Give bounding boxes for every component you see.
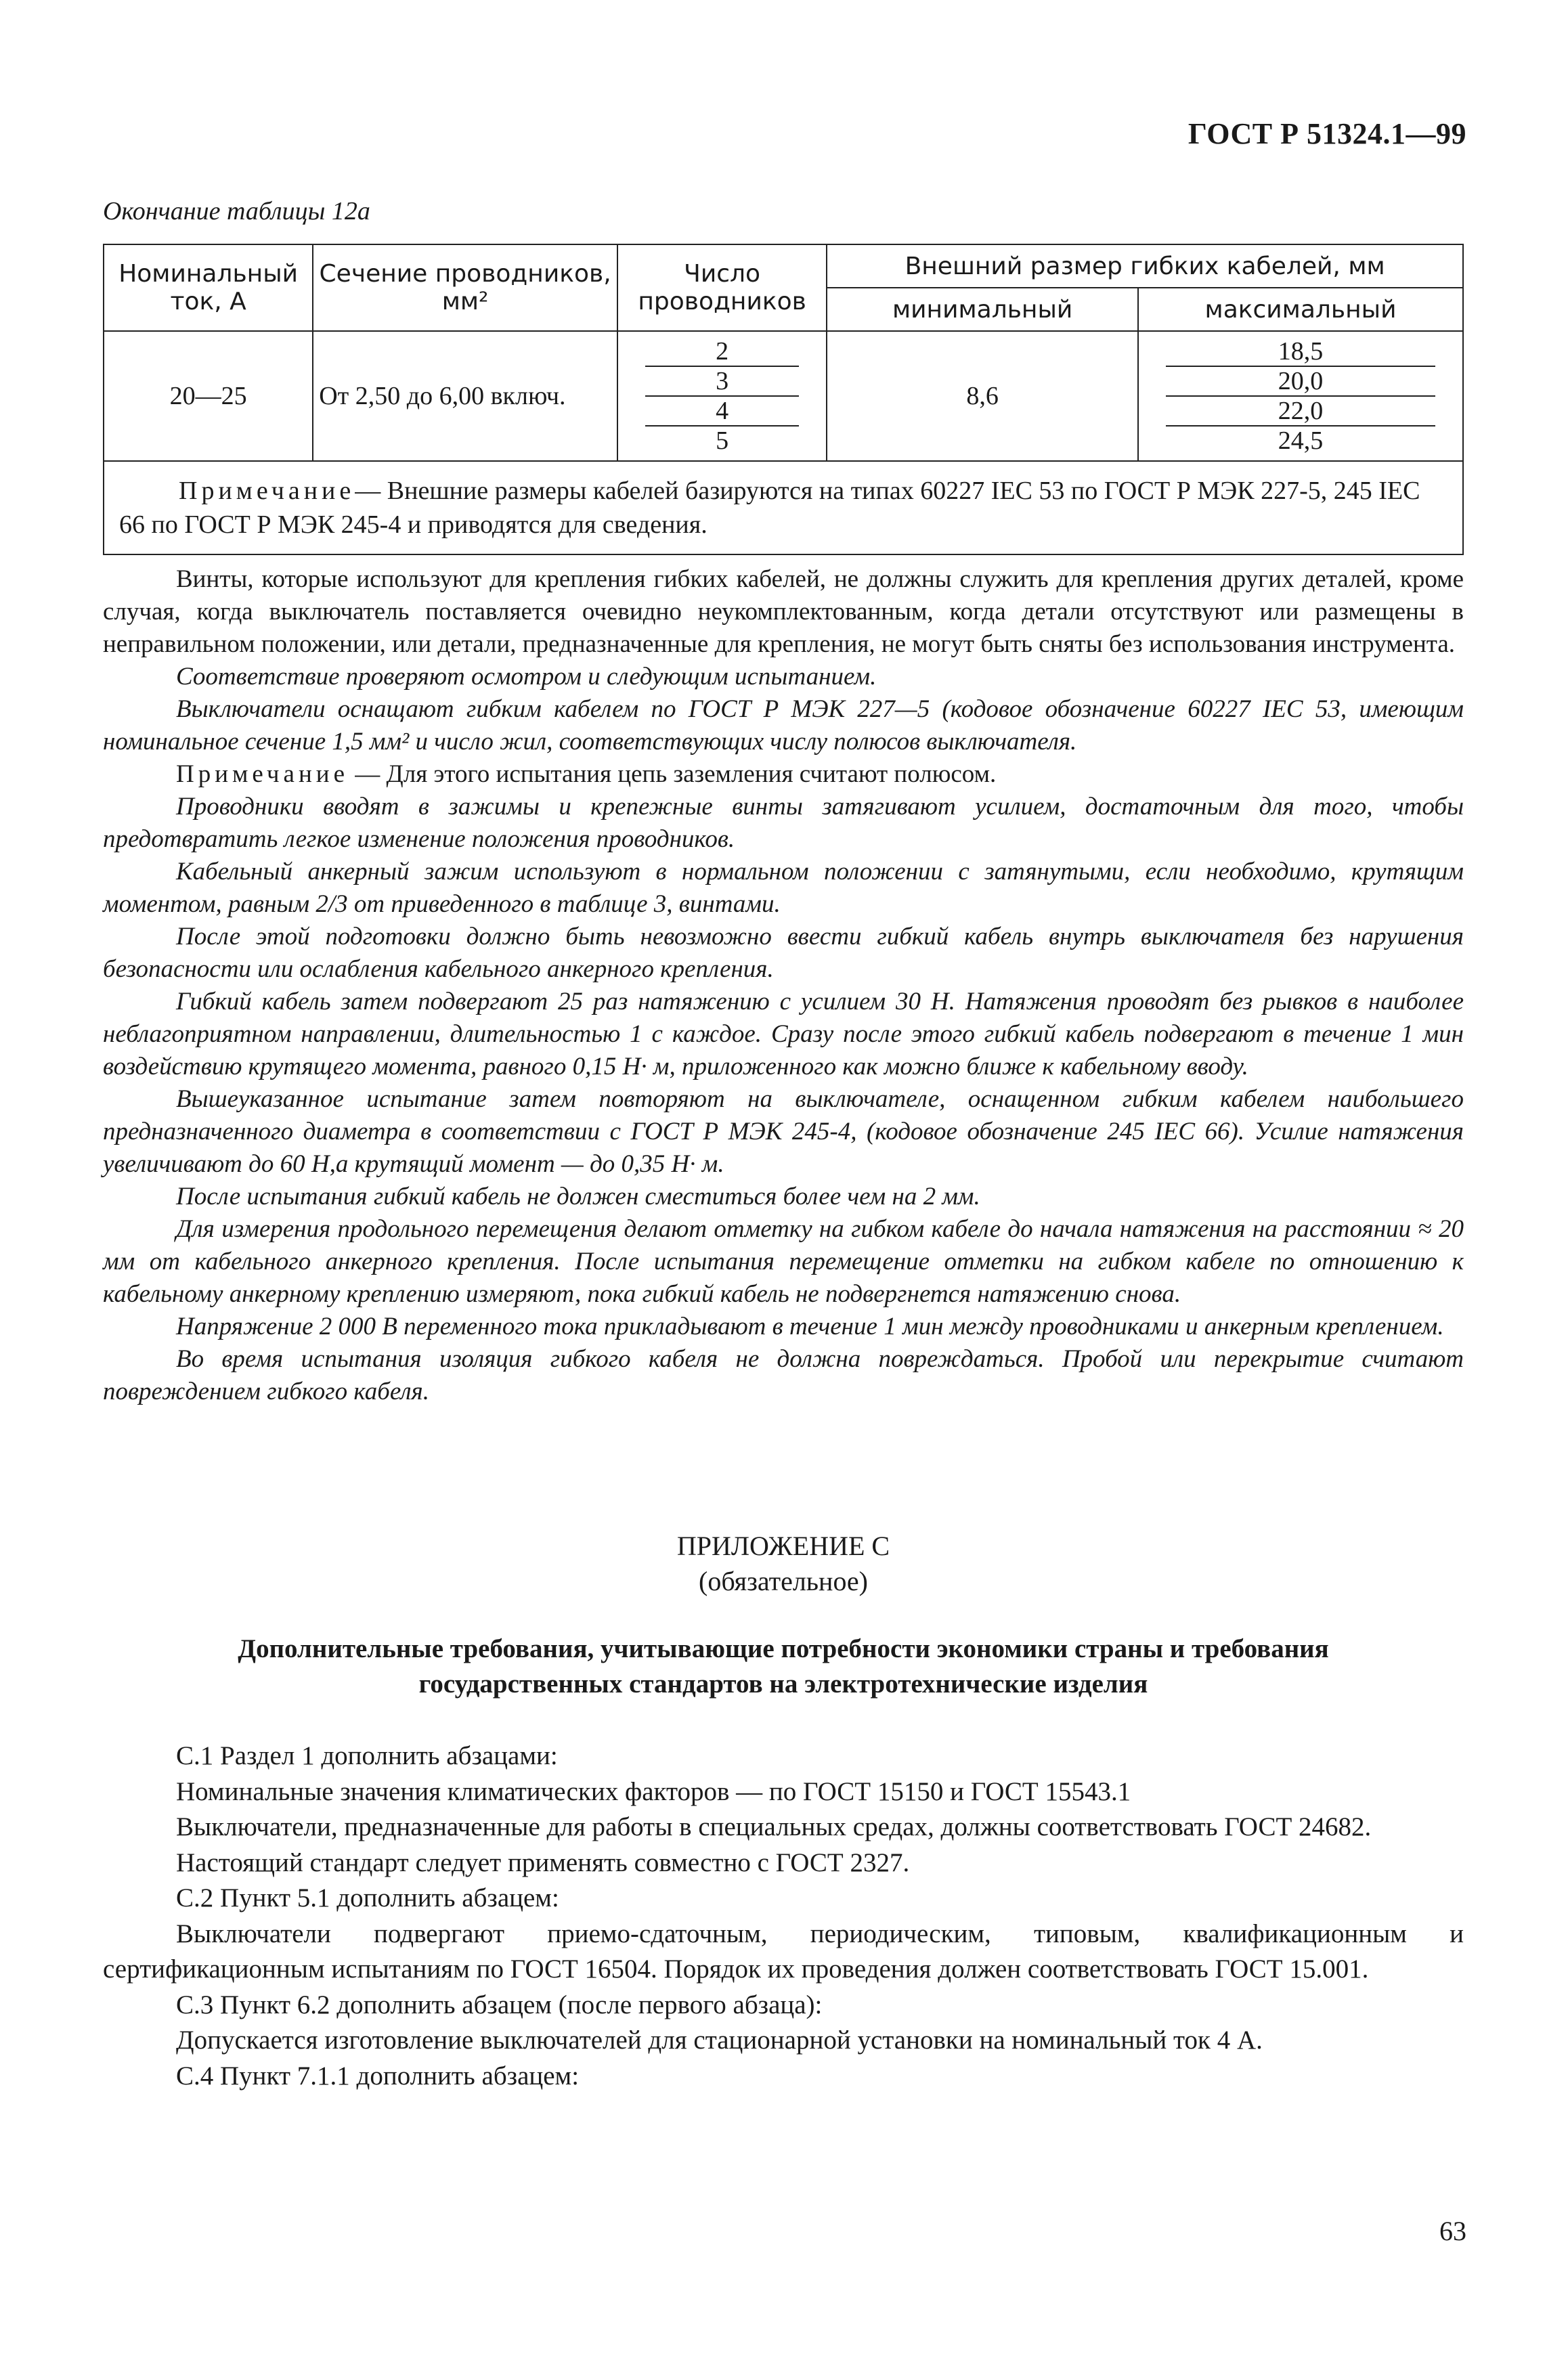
paragraph: Проводники вводят в зажимы и крепежные винты затягивают усилием, достаточным для того, чтобы предотвратить легкое изменение положения проводников.	[103, 793, 1464, 853]
count-value: 2	[645, 337, 799, 367]
appendix-paragraph: С.1 Раздел 1 дополнить абзацами:	[176, 1741, 558, 1770]
paragraph: Во время испытания изоляция гибкого кабеля не должна повреждаться. Пробой или перекрытие считают повреждением гибкого кабеля.	[103, 1345, 1464, 1405]
document-id: ГОСТ Р 51324.1—99	[1188, 117, 1466, 150]
paragraph: Соответствие проверяют осмотром и следующим испытанием.	[176, 663, 877, 691]
paragraph: Выключатели оснащают гибким кабелем по ГОСТ Р МЭК 227—5 (кодовое обозначение 60227 IEC 53, имеющим номинальное сечение 1,5 мм² и число жил, соответствующих числу полюсов выключателя.	[103, 695, 1464, 756]
cell-section: От 2,50 до 6,00 включ.	[313, 331, 617, 461]
header-count: Число проводников	[617, 244, 827, 331]
header-min: минимальный	[827, 288, 1138, 331]
note-text: — Для этого испытания цепь заземления считают полюсом.	[349, 760, 997, 788]
note-label: Примечание	[176, 760, 349, 788]
appendix-title	[103, 1632, 1464, 1702]
paragraph: Напряжение 2 000 В переменного тока прикладывают в течение 1 мин между проводниками и анкерным креплением.	[176, 1313, 1444, 1340]
paragraph: Винты, которые используют для крепления гибких кабелей, не должны служить для крепления других деталей, кроме случая, когда выключатель поставляется очевидно неукомплектованным, когда детали отсутствуют или размещены в неправильном положении, или детали, предназначенные для крепления, не могут быть сняты без использования инструмента.	[103, 565, 1464, 658]
note-label: Примечание	[179, 477, 355, 505]
max-value: 20,0	[1166, 367, 1435, 397]
appendix-paragraph: С.4 Пункт 7.1.1 дополнить абзацем:	[176, 2061, 580, 2091]
appendix-title-line: государственных стандартов на электротехнические изделия	[418, 1669, 1148, 1699]
note-paragraph	[103, 758, 1464, 791]
table-note	[104, 461, 1463, 554]
page-number: 63	[1439, 2216, 1466, 2246]
header-section: Сечение проводников, мм²	[313, 244, 617, 331]
paragraph: Вышеуказанное испытание затем повторяют на выключателе, оснащенном гибким кабелем наибольшего предназначенного диаметра в соответствии с ГОСТ Р МЭК 245-4, (кодовое обозначение 245 IEC 66). Усилие натяжения увеличивают до 60 Н,а крутящий момент — до 0,35 Н· м.	[103, 1085, 1464, 1178]
paragraph: После этой подготовки должно быть невозможно ввести гибкий кабель внутрь выключателя без нарушения безопасности или ослабления кабельного анкерного крепления.	[103, 923, 1464, 983]
cell-counts	[617, 331, 827, 461]
count-value: 3	[645, 367, 799, 397]
cable-size-table	[103, 244, 1464, 555]
appendix-heading	[103, 1529, 1464, 1599]
appendix-text	[103, 1738, 1464, 2094]
appendix-name: ПРИЛОЖЕНИЕ С	[676, 1531, 890, 1561]
cell-min: 8,6	[827, 331, 1138, 461]
max-value: 18,5	[1166, 337, 1435, 367]
main-text	[103, 563, 1464, 1408]
appendix-paragraph: Выключатели подвергают приемо-сдаточным, периодическим, типовым, квалификационным и сертификационным испытаниям по ГОСТ 16504. Порядок их проведения должен соответствовать ГОСТ 15.001.	[103, 1919, 1464, 1984]
table-caption: Окончание таблицы 12а	[103, 197, 370, 225]
paragraph: Гибкий кабель затем подвергают 25 раз натяжению с усилием 30 Н. Натяжения проводят без рывков в наиболее неблагоприятном направлении, длительностью 1 с каждое. Сразу после этого гибкий кабель подвергают в течение 1 мин воздействию крутящего момента, равного 0,15 Н· м, приложенного как можно ближе к кабельному вводу.	[103, 988, 1464, 1080]
count-value: 4	[645, 397, 799, 427]
cell-current: 20—25	[104, 331, 313, 461]
appendix-paragraph: Настоящий стандарт следует применять совместно с ГОСТ 2327.	[176, 1847, 910, 1877]
paragraph: После испытания гибкий кабель не должен сместиться более чем на 2 мм.	[176, 1183, 980, 1210]
cell-max	[1138, 331, 1463, 461]
appendix-paragraph: Номинальные значения климатических факторов — по ГОСТ 15150 и ГОСТ 15543.1	[176, 1776, 1131, 1806]
appendix-paragraph: Выключатели, предназначенные для работы в специальных средах, должны соответствовать ГОСТ 24682.	[176, 1812, 1372, 1841]
max-value: 24,5	[1278, 427, 1324, 455]
appendix-paragraph: С.3 Пункт 6.2 дополнить абзацем (после первого абзаца):	[176, 1990, 823, 2019]
appendix-paragraph: Допускается изготовление выключателей для стационарной установки на номинальный ток 4 А.	[176, 2026, 1263, 2055]
max-value: 22,0	[1166, 397, 1435, 427]
header-current: Номинальный ток, А	[104, 244, 313, 331]
count-value: 5	[716, 427, 729, 455]
paragraph: Кабельный анкерный зажим используют в нормальном положении с затянутыми, если необходимо, крутящим моментом, равным 2/3 от приведенного в таблице 3, винтами.	[103, 858, 1464, 918]
appendix-status: (обязательное)	[699, 1566, 868, 1596]
appendix-title-line: Дополнительные требования, учитывающие потребности экономики страны и требования	[238, 1634, 1329, 1663]
paragraph: Для измерения продольного перемещения делают отметку на гибком кабеле до начала натяжения на расстоянии ≈ 20 мм от кабельного анкерного крепления. После испытания перемещение отметки на гибком кабеле по отношению к кабельному анкерному креплению измеряют, пока гибкий кабель не подвергнется натяжению снова.	[103, 1215, 1464, 1308]
note-text: — Внешние размеры кабелей базируются на типах 60227 IEC 53 по ГОСТ Р МЭК 227-5, 245 IEC 66 по ГОСТ Р МЭК 245-4 и приводятся для сведения.	[119, 477, 1420, 539]
appendix-paragraph: С.2 Пункт 5.1 дополнить абзацем:	[176, 1883, 559, 1912]
header-outer-size: Внешний размер гибких кабелей, мм	[827, 244, 1463, 288]
header-max: максимальный	[1138, 288, 1463, 331]
